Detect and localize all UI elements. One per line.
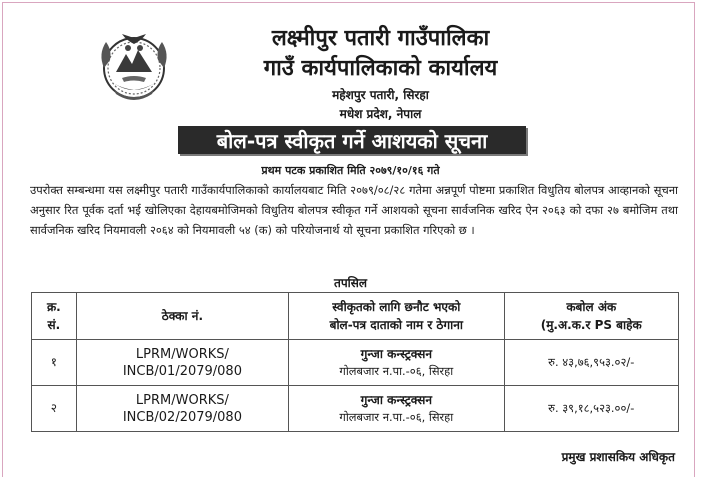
cell-bidder: गुन्जा कन्स्ट्रक्सन गोलबजार न.पा.-०६, सिरहा bbox=[289, 340, 504, 386]
notice-banner-title: बोल-पत्र स्वीकृत गर्ने आशयको सूचना bbox=[216, 128, 488, 153]
table-header-row bbox=[32, 293, 679, 340]
header-contract: ठेक्का नं. bbox=[76, 293, 288, 340]
office-title: लक्ष्मीपुर पतारी गाउँपालिका bbox=[271, 26, 490, 51]
header-serial: क्र. सं. bbox=[32, 293, 77, 340]
office-subtitle: गाउँ कार्यपालिकाको कार्यालय bbox=[263, 56, 498, 81]
notice-body: उपरोक्त सम्बन्धमा यस लक्ष्मीपुर पतारी गाउँकार्यपालिकाको कार्यालयबाट मिति २०७९/०८/२८ गतेमा अन्नपूर्ण पोष्टमा प्रकाशित विधुतिय बोलपत्र आव्हानको सूचना अनुसार रित पूर्वक दर्ता भई खोलिएका देहायबमोजिमको विधुतिय बोलपत्र स्वीकृत गर्ने आशयको सूचना सार्वजनिक खरिद ऐन २०६३ को दफा २७ बमोजिम तथा सार्वजनिक खरिद नियमावली २०६४ को नियमावली ५४ (क) को परियोजनार्थ यो सूचना प्रकाशित गरिएको छ । bbox=[30, 183, 678, 237]
header-amount: कबोल अंक (मु.अ.क.र PS बाहेक bbox=[504, 293, 678, 340]
schedule-heading: तपसिल bbox=[333, 276, 367, 290]
cell-bidder: गुन्जा कन्स्ट्रक्सन गोलबजार न.पा.-०६, सिरहा bbox=[289, 386, 504, 432]
cell-amount: रु. ३९,१८,५२३.००/- bbox=[504, 386, 678, 432]
office-address-line2: मधेश प्रदेश, नेपाल bbox=[339, 107, 422, 121]
bid-table bbox=[31, 292, 679, 432]
signatory-title: प्रमुख प्रशासकिय अधिकृत bbox=[561, 450, 675, 464]
cell-contract: LPRM/WORKS/ INCB/02/2079/080 bbox=[76, 386, 288, 432]
table-row bbox=[32, 340, 679, 386]
office-address-line1: महेशपुर पतारी, सिरहा bbox=[332, 88, 429, 102]
notice-banner bbox=[178, 126, 526, 154]
cell-serial: २ bbox=[32, 386, 77, 432]
publication-date: प्रथम पटक प्रकाशित मिति २०७९/१०/१६ गते bbox=[261, 164, 440, 177]
cell-contract: LPRM/WORKS/ INCB/01/2079/080 bbox=[76, 340, 288, 386]
cell-serial: १ bbox=[32, 340, 77, 386]
table-row bbox=[32, 386, 679, 432]
cell-amount: रु. ४३,७६,९५३.०२/- bbox=[504, 340, 678, 386]
header-bidder: स्वीकृतको लागि छनौट भएको बोल-पत्र दाताको नाम र ठेगाना bbox=[289, 293, 504, 340]
